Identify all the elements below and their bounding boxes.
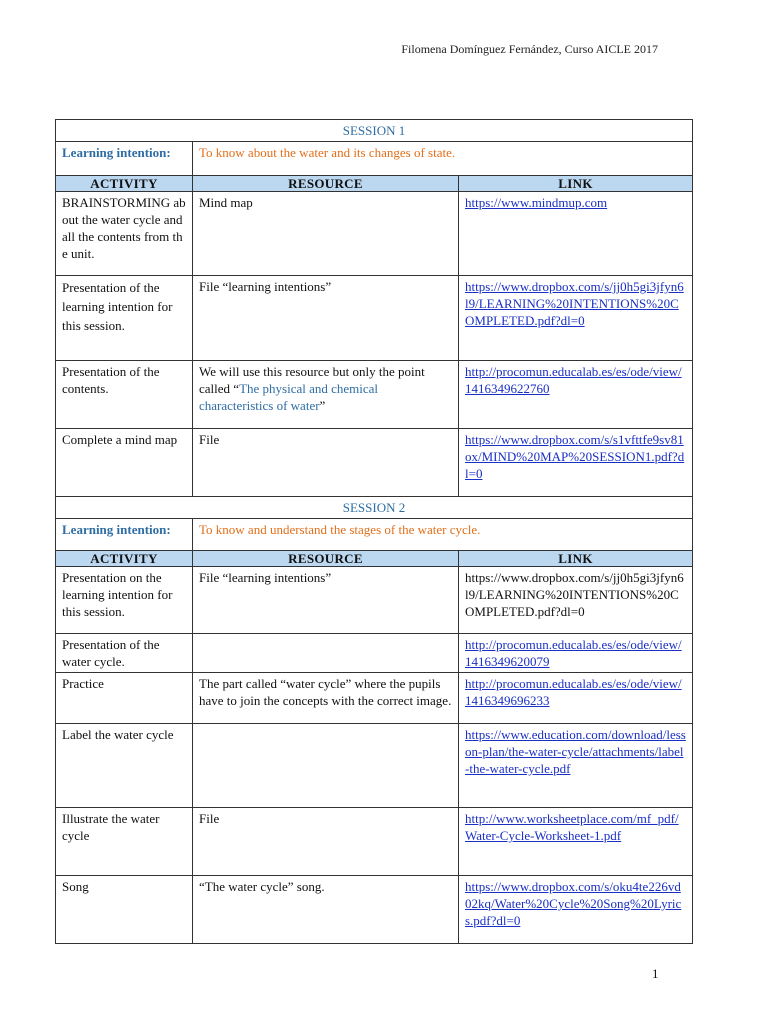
session-1-table xyxy=(55,119,693,497)
column-header-row xyxy=(56,176,693,192)
activity-cell: Song xyxy=(56,876,193,944)
column-header-activity: ACTIVITY xyxy=(56,551,193,567)
table-row xyxy=(56,192,693,276)
session-title: SESSION 1 xyxy=(56,120,693,142)
table-row xyxy=(56,724,693,808)
link-cell xyxy=(459,808,693,876)
resource-link-text: https://www.dropbox.com/s/jj0h5gi3jfyn6l9/LEARNING%20INTENTIONS%20COMPLETED.pdf?dl=0 xyxy=(465,570,684,619)
activity-cell: Practice xyxy=(56,673,193,724)
column-header-resource: RESOURCE xyxy=(193,551,459,567)
resource-link[interactable]: https://www.dropbox.com/s/jj0h5gi3jfyn6l9/LEARNING%20INTENTIONS%20COMPLETED.pdf?dl=0 xyxy=(465,279,684,328)
resource-cell: File xyxy=(193,429,459,497)
session-title: SESSION 2 xyxy=(56,497,693,519)
learning-intention-label: Learning intention: xyxy=(56,519,193,551)
resource-cell: “The water cycle” song. xyxy=(193,876,459,944)
resource-cell: The part called “water cycle” where the pupils have to join the concepts with the correct image. xyxy=(193,673,459,724)
table-row xyxy=(56,429,693,497)
table-row xyxy=(56,634,693,673)
resource-link[interactable]: https://www.dropbox.com/s/oku4te226vd02kq/Water%20Cycle%20Song%20Lyrics.pdf?dl=0 xyxy=(465,879,682,928)
resource-highlight: The physical and chemical characteristics of water xyxy=(199,381,379,413)
column-header-link: LINK xyxy=(459,551,693,567)
resource-text: We will use this resource but only the point called “ xyxy=(199,364,425,396)
column-header-activity: ACTIVITY xyxy=(56,176,193,192)
link-cell xyxy=(459,192,693,276)
link-cell xyxy=(459,673,693,724)
activity-cell: Label the water cycle xyxy=(56,724,193,808)
activity-cell xyxy=(56,192,193,276)
page-number: 1 xyxy=(652,966,659,981)
table-row xyxy=(56,673,693,724)
column-header-link: LINK xyxy=(459,176,693,192)
resource-link[interactable]: https://www.mindmup.com xyxy=(465,195,608,210)
resource-cell xyxy=(193,634,459,673)
table-row xyxy=(56,361,693,429)
link-cell xyxy=(459,634,693,673)
learning-intention-text: To know and understand the stages of the water cycle. xyxy=(193,519,693,551)
resource-link[interactable]: https://www.education.com/download/lesson-plan/the-water-cycle/attachments/label-the-water-cycle.pdf xyxy=(465,727,686,776)
page-header: Filomena Domínguez Fernández, Curso AICLE 2017 xyxy=(401,42,658,56)
learning-intention-label: Learning intention: xyxy=(56,142,193,176)
resource-link[interactable]: http://www.worksheetplace.com/mf_pdf/Water-Cycle-Worksheet-1.pdf xyxy=(465,811,679,843)
activity-cell: Complete a mind map xyxy=(56,429,193,497)
session-2-table xyxy=(55,496,693,944)
resource-text-end: ” xyxy=(319,398,326,413)
resource-cell: File “learning intentions” xyxy=(193,276,459,361)
link-cell xyxy=(459,276,693,361)
resource-cell: File xyxy=(193,808,459,876)
link-cell xyxy=(459,429,693,497)
resource-cell xyxy=(193,361,459,429)
resource-link[interactable]: http://procomun.educalab.es/es/ode/view/1416349696233 xyxy=(465,676,682,708)
column-header-row xyxy=(56,551,693,567)
resource-cell: Mind map xyxy=(193,192,459,276)
table-row xyxy=(56,808,693,876)
activity-cell: Presentation of the contents. xyxy=(56,361,193,429)
resource-link[interactable]: https://www.dropbox.com/s/s1vfttfe9sv81ox/MIND%20MAP%20SESSION1.pdf?dl=0 xyxy=(465,432,685,481)
link-cell xyxy=(459,567,693,634)
table-row xyxy=(56,567,693,634)
activity-cell: Presentation of the water cycle. xyxy=(56,634,193,673)
resource-link[interactable]: http://procomun.educalab.es/es/ode/view/1416349622760 xyxy=(465,364,682,396)
resource-cell: File “learning intentions” xyxy=(193,567,459,634)
link-cell xyxy=(459,361,693,429)
table-row xyxy=(56,276,693,361)
activity-cell: Presentation on the learning intention for this session. xyxy=(56,567,193,634)
resource-cell xyxy=(193,724,459,808)
column-header-resource: RESOURCE xyxy=(193,176,459,192)
activity-cell: Illustrate the water cycle xyxy=(56,808,193,876)
table-row xyxy=(56,876,693,944)
link-cell xyxy=(459,876,693,944)
activity-cell: Presentation of the learning intention for this session. xyxy=(56,276,193,361)
resource-link[interactable]: http://procomun.educalab.es/es/ode/view/1416349620079 xyxy=(465,637,682,669)
activity-text: BRAINSTORMING about the water cycle and all the contents from the unit. xyxy=(62,195,186,261)
link-cell xyxy=(459,724,693,808)
learning-intention-text: To know about the water and its changes of state. xyxy=(193,142,693,176)
